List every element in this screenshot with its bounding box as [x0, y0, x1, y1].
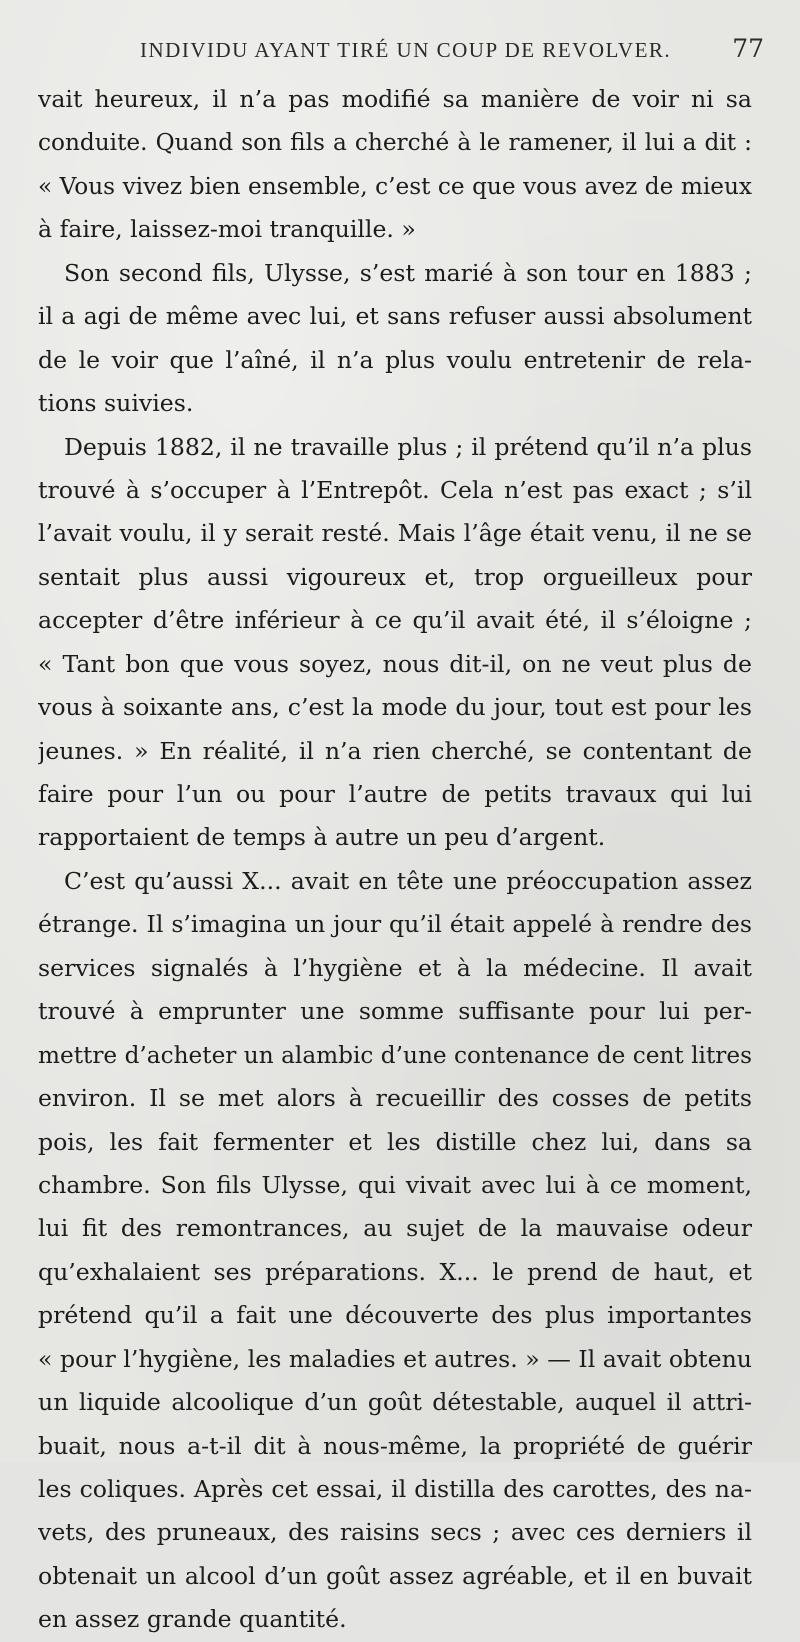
text-line: « Tant bon que vous soyez, nous dit-il, on ne veut plus de [38, 649, 752, 678]
text-line: en assez grande quantité. [38, 1605, 347, 1634]
text-line: jeunes. » En réalité, il n’a rien cherché, se contentant de [38, 736, 752, 765]
text-line: conduite. Quand son fils a cherché à le ramener, il lui a dit : [38, 129, 752, 157]
text-line: l’avait voulu, il y serait resté. Mais l’âge était venu, il ne se [38, 519, 752, 548]
text-line: « pour l’hygiène, les maladies et autres. » — Il avait obtenu [38, 1344, 752, 1373]
text-line: vait heureux, il n’a pas modifié sa manière de voir ni sa [38, 85, 752, 113]
text-line: sentait plus aussi vigoureux et, trop orgueilleux pour [38, 562, 752, 591]
text-line: chambre. Son fils Ulysse, qui vivait avec lui à ce moment, [38, 1170, 752, 1199]
text-line: un liquide alcoolique d’un goût détestable, auquel il attri- [38, 1388, 752, 1417]
text-line: C’est qu’aussi X... avait en tête une préoccupation assez [64, 866, 752, 895]
text-line: vets, des pruneaux, des raisins secs ; avec ces derniers il [38, 1518, 752, 1547]
text-line: lui fit des remontrances, au sujet de la mauvaise odeur [38, 1214, 752, 1243]
text-line: mettre d’acheter un alambic d’une contenance de cent litres [38, 1041, 752, 1069]
running-title: INDIVIDU AYANT TIRÉ UN COUP DE REVOLVER. [140, 38, 672, 62]
text-line: services signalés à l’hygiène et à la médecine. Il avait [38, 953, 752, 982]
text-line: il a agi de même avec lui, et sans refuser aussi absolument [38, 302, 752, 331]
body-text [38, 78, 752, 1642]
text-line: Depuis 1882, il ne travaille plus ; il prétend qu’il n’a plus [64, 432, 752, 461]
text-line: trouvé à emprunter une somme suffisante pour lui per- [38, 997, 752, 1026]
text-line: Son second fils, Ulysse, s’est marié à son tour en 1883 ; [64, 258, 752, 287]
text-line: environ. Il se met alors à recueillir des cosses de petits [38, 1084, 752, 1113]
text-line: trouvé à s’occuper à l’Entrepôt. Cela n’est pas exact ; s’il [38, 475, 752, 504]
text-line: pois, les fait fermenter et les distille chez lui, dans sa [38, 1127, 752, 1156]
text-line: faire pour l’un ou pour l’autre de petits travaux qui lui [38, 780, 752, 808]
text-line: « Vous vivez bien ensemble, c’est ce que vous avez de mieux [38, 172, 752, 200]
text-line: accepter d’être inférieur à ce qu’il avait été, il s’éloigne ; [38, 606, 752, 635]
text-line: rapportaient de temps à autre un peu d’argent. [38, 823, 606, 852]
text-line: de le voir que l’aîné, il n’a plus voulu entretenir de rela- [38, 345, 752, 374]
text-line: les coliques. Après cet essai, il distilla des carottes, des na- [38, 1475, 752, 1503]
text-line: qu’exhalaient ses préparations. X... le prend de haut, et [38, 1257, 752, 1286]
text-line: vous à soixante ans, c’est la mode du jour, tout est pour les [38, 693, 752, 722]
text-line: tions suivies. [38, 389, 194, 418]
text-line: buait, nous a-t-il dit à nous-même, la propriété de guérir [38, 1431, 752, 1460]
text-line: à faire, laissez-moi tranquille. » [38, 215, 416, 244]
text-line: obtenait un alcool d’un goût assez agréable, et il en buvait [38, 1561, 752, 1590]
text-line: étrange. Il s’imagina un jour qu’il était appelé à rendre des [38, 910, 752, 939]
text-line: prétend qu’il a fait une découverte des plus importantes [38, 1301, 752, 1330]
page-number: 77 [732, 34, 764, 63]
